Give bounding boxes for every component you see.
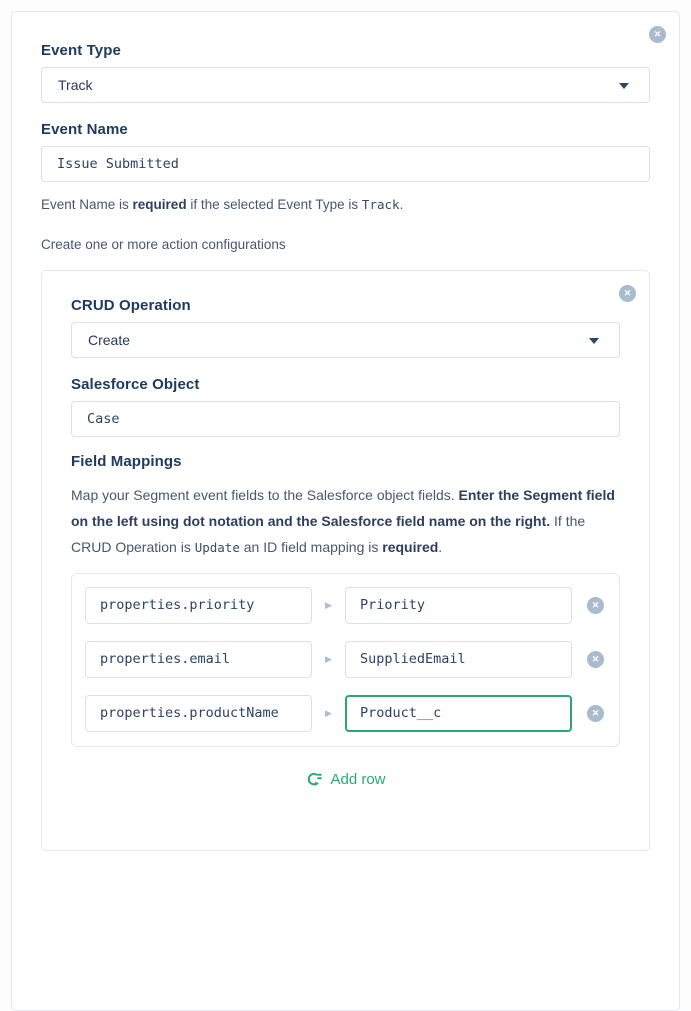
arrow-right-icon: ▶ [325, 653, 332, 664]
field-mapping-row [85, 695, 604, 732]
remove-row-icon[interactable]: ✕ [587, 705, 604, 722]
action-config-intro: Create one or more action configurations [41, 237, 286, 253]
field-mappings-description: Map your Segment event fields to the Salesforce object fields. Enter the Segment field on the left using dot notation and the Salesforce field name on the right. If the CRUD Operation is Update an ID field mapping is required. [71, 486, 615, 555]
add-row-icon [305, 772, 322, 787]
caret-down-icon [619, 83, 629, 89]
event-type-select[interactable] [41, 67, 650, 103]
add-row-label: Add row [330, 770, 386, 788]
salesforce-field-input[interactable] [345, 695, 572, 732]
salesforce-field-input[interactable] [345, 587, 572, 624]
action-config-card [41, 270, 650, 851]
segment-field-input[interactable] [85, 587, 312, 624]
add-row-button[interactable] [299, 769, 391, 790]
segment-field-input[interactable] [85, 641, 312, 678]
event-name-input[interactable] [41, 146, 650, 182]
event-name-note: Event Name is required if the selected Event Type is Track. [41, 197, 404, 212]
crud-operation-value: Create [88, 331, 131, 348]
field-mappings-box [71, 573, 620, 747]
salesforce-field-input[interactable] [345, 641, 572, 678]
event-type-value: Track [58, 77, 93, 93]
crud-operation-label: CRUD Operation [71, 296, 191, 314]
event-config-card [11, 11, 680, 1011]
event-type-label: Event Type [41, 42, 121, 59]
close-icon[interactable]: ✕ [649, 26, 666, 43]
remove-row-icon[interactable]: ✕ [587, 597, 604, 614]
caret-down-icon [589, 338, 599, 344]
remove-action-icon[interactable]: ✕ [619, 285, 636, 302]
salesforce-object-input[interactable] [71, 401, 620, 437]
crud-operation-select[interactable] [71, 322, 620, 358]
arrow-right-icon: ▶ [325, 707, 332, 718]
salesforce-object-label: Salesforce Object [71, 375, 200, 393]
arrow-right-icon: ▶ [325, 599, 332, 610]
field-mapping-row [85, 587, 604, 624]
field-mapping-row [85, 641, 604, 678]
field-mappings-label: Field Mappings [71, 452, 182, 470]
segment-field-input[interactable] [85, 695, 312, 732]
remove-row-icon[interactable]: ✕ [587, 651, 604, 668]
event-name-label: Event Name [41, 121, 128, 138]
